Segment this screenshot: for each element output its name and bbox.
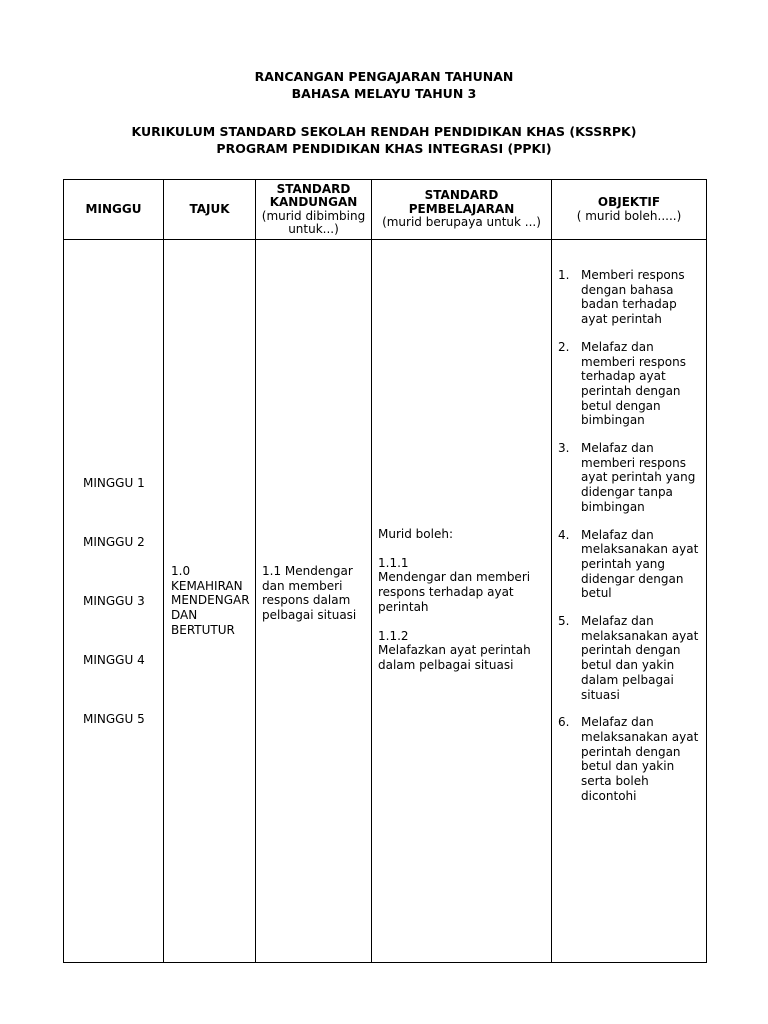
list-item: [558, 441, 704, 515]
objective-text: Melafaz dan melaksanakan ayat perintah dengan betul dan yakin dalam pelbagai situasi: [581, 614, 699, 702]
table-header-row: [64, 180, 707, 240]
list-item: [558, 268, 704, 327]
objective-text: Melafaz dan melaksanakan ayat perintah yang didengar dengan betul: [581, 527, 699, 601]
standard-pembelajaran-text: [378, 527, 548, 687]
sp-item-2: [378, 629, 548, 673]
minggu-cell: [64, 240, 164, 963]
sp-item-1: [378, 556, 548, 615]
sp-item-code: 1.1.2: [378, 628, 409, 643]
list-item: [558, 614, 704, 702]
sp-item-text: Melafazkan ayat perintah dalam pelbagai situasi: [378, 643, 531, 672]
objective-number: 6.: [558, 715, 570, 730]
week-item: MINGGU 5: [83, 712, 145, 726]
objective-list: [558, 268, 704, 817]
document-title: [0, 68, 768, 102]
standard-kandungan-text: 1.1 Mendengar dan memberi respons dalam pelbagai situasi: [262, 564, 357, 623]
objektif-cell: [552, 240, 707, 963]
objective-text: Melafaz dan memberi respons terhadap ayat perintah dengan betul dengan bimbingan: [581, 339, 686, 428]
table-row: [64, 240, 707, 963]
subtitle-line-1: KURIKULUM STANDARD SEKOLAH RENDAH PENDIDIKAN KHAS (KSSRPK): [131, 124, 637, 139]
week-item: MINGGU 4: [83, 653, 145, 667]
col-header-objektif: OBJEKTIF ( murid boleh.....): [552, 180, 707, 240]
col-header-minggu: MINGGU: [64, 180, 164, 240]
document-subtitle: [0, 123, 768, 157]
objective-text: Memberi respons dengan bahasa badan terhadap ayat perintah: [581, 268, 685, 327]
col-header-standard-pembelajaran: STANDARD PEMBELAJARAN (murid berupaya untuk ...): [372, 180, 552, 240]
sp-item-text: Mendengar dan memberi respons terhadap ayat perintah: [378, 570, 531, 614]
objective-number: 2.: [558, 339, 570, 354]
standard-pembelajaran-cell: [372, 240, 552, 963]
objective-number: 5.: [558, 614, 570, 629]
title-line-1: RANCANGAN PENGAJARAN TAHUNAN: [254, 69, 514, 84]
objective-text: Melafaz dan memberi respons ayat perintah yang didengar tanpa bimbingan: [581, 441, 696, 514]
standard-kandungan-cell: [256, 240, 372, 963]
list-item: [558, 340, 704, 428]
list-item: [558, 715, 704, 803]
week-item: MINGGU 2: [83, 535, 145, 549]
lesson-plan-table: [63, 179, 707, 963]
week-item: MINGGU 3: [83, 594, 145, 608]
week-item: MINGGU 1: [83, 476, 145, 490]
tajuk-cell: [164, 240, 256, 963]
sp-item-code: 1.1.1: [378, 555, 409, 570]
title-line-2: BAHASA MELAYU TAHUN 3: [291, 86, 477, 101]
list-item: [558, 528, 704, 602]
objective-text: Melafaz dan melaksanakan ayat perintah dengan betul dan yakin serta boleh dicontohi: [581, 715, 699, 803]
week-list: [83, 476, 145, 771]
objective-number: 3.: [558, 441, 570, 456]
col-header-tajuk: TAJUK: [164, 180, 256, 240]
col-header-standard-kandungan: STANDARD KANDUNGAN (murid dibimbing untuk...): [256, 180, 372, 240]
tajuk-text: 1.0 KEMAHIRAN MENDENGAR DAN BERTUTUR: [171, 564, 250, 637]
objective-number: 1.: [558, 268, 570, 282]
subtitle-line-2: PROGRAM PENDIDIKAN KHAS INTEGRASI (PPKI): [216, 141, 552, 156]
sp-intro: Murid boleh:: [378, 527, 453, 541]
objective-number: 4.: [558, 527, 570, 542]
